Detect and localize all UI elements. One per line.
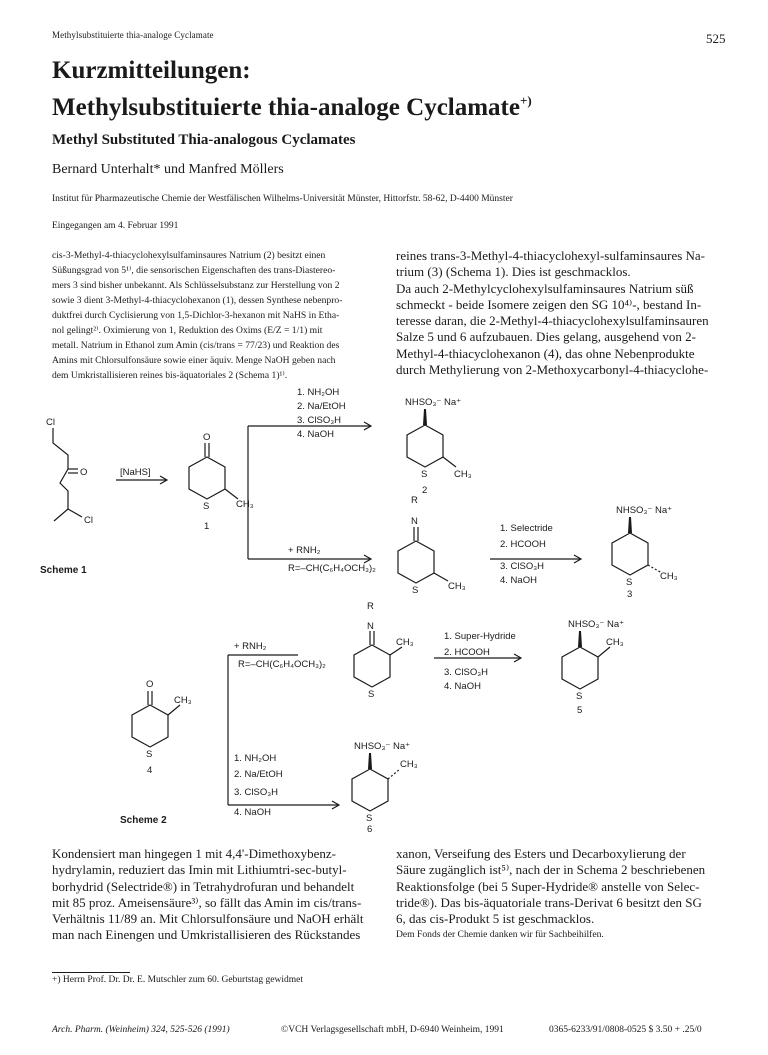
r-definition: R=–CH(C₆H₄OCH₃)₂ [238,659,326,670]
body-line: Da auch 2-Methylcyclohexylsulfaminsaures Natrium süß [396,280,694,296]
body-line: Methyl-4-thiacyclohexanon (4), das ohne Nebenprodukte [396,345,695,361]
nitrogen-label: N [367,621,374,632]
nitrogen-label: N [411,516,418,527]
reagent-step: 3. ClSO₃H [297,415,341,426]
abstract-line: nol gelingt²⁾. Oximierung von 1, Reduktion des Oxims (E/Z = 1/1) mit [52,325,323,336]
title-footnote-mark: +) [519,93,532,108]
body-line: xanon, Verseifung des Esters und Decarboxylierung der [396,846,686,861]
reagent-step: 1. Super-Hydride [444,631,516,642]
body-right-bottom [396,846,726,944]
compound-6-label: 6 [367,824,373,833]
body-line: schmeckt - beide Isomere zeigen den SG 10⁴⁾-, bestand In- [396,296,702,312]
abstract-line: cis-3-Methyl-4-thiacyclohexylsulfaminsaures Natrium (2) besitzt einen [52,250,326,261]
abstract-line: sowie 3 dient 3-Methyl-4-thiacyclohexanon (1), dessen Synthese nebenpro- [52,295,343,306]
chlorine-label: Cl [84,515,93,526]
oxygen-label: O [203,432,211,443]
section-title: Kurzmitteilungen: [52,57,251,84]
publisher-line: ©VCH Verlagsgesellschaft mbH, D-6940 Weinheim, 1991 [281,1025,504,1035]
body-line: man nach Einengen und Umkristallisieren des Rückstandes [52,927,361,943]
abstract-line: mers 3 sind bisher unbekannt. Als Schlüsselsubstanz zur Herstellung von 2 [52,280,340,291]
compound-3-label: 3 [627,589,633,600]
reagent-step: 4. NaOH [297,429,334,440]
reagent-step: 3. ClSO₃H [234,787,278,798]
reagent-step: 2. HCOOH [500,539,546,550]
r-label: R [411,495,418,506]
body-line: tride®). Das bis-äquatoriale trans-Derivat 6 besitzt den SG [396,894,702,910]
compound-1-label: 1 [204,521,210,532]
abstract-line: Süßungsgrad von 5¹⁾, die sensorischen Eigenschaften des trans-Diastereo- [52,265,336,276]
scheme-2-label: Scheme 2 [120,815,167,826]
reagent-step: 4. NaOH [500,575,537,586]
r-definition: R=–CH(C₆H₄OCH₃)₂ [288,563,376,574]
methyl-label: CH₃ [236,499,254,510]
sulfamate-group: NHSO₃⁻ Na⁺ [354,741,411,752]
chlorine-label: Cl [46,417,55,428]
oxygen-label: O [80,467,88,478]
body-line: Salze 5 und 6 aufzubauen. Dies gelang, ausgehend von 2- [396,329,696,345]
body-line: mit 85 proz. Ameisensäure³⁾, so fällt das Amin im cis/trans- [52,894,362,910]
reagent-step: 3. ClSO₃H [500,561,544,572]
sulfur-label: S [368,689,375,700]
body-left-bottom [52,846,382,944]
article-title-text: Methylsubstituierte thia-analoge Cyclamate [52,94,520,121]
methyl-label: CH₃ [174,695,192,706]
body-line: durch Methylierung von 2-Methoxycarbonyl-4-thiacyclohe- [396,362,709,378]
oxygen-label: O [146,679,154,690]
methyl-label: CH₃ [606,637,624,648]
methyl-label: CH₃ [400,759,418,770]
reagent-step: 4. NaOH [234,807,271,818]
reaction-schemes [20,383,756,833]
compound-4-label: 4 [147,765,153,776]
abstract-line: metall. Natrium in Ethanol zum Amin (cis/trans = 77/23) und Reaktion des [52,340,340,351]
methyl-label: CH₃ [660,571,678,582]
abstract [52,248,382,383]
abstract-line: dem Umkristallisieren reines bis-äquatoriales 2 (Schema 1)¹⁾. [52,370,288,381]
methyl-label: CH₃ [448,581,466,592]
amine-reagent: + RNH₂ [288,545,321,556]
methyl-label: CH₃ [454,469,472,480]
nahs-reagent: [NaHS] [120,467,151,478]
abstract-line: Amins mit Chlorsulfonsäure sowie einer äquiv. Menge NaOH geben nach [52,355,336,366]
body-line: borhydrid (Selectride®) in Tetrahydrofuran und behandelt [52,878,355,894]
body-line: 6, das cis-Produkt 5 ist geschmacklos. [396,911,595,927]
received-date: Eingegangen am 4. Februar 1991 [52,221,179,231]
sulfur-label: S [421,469,428,480]
sulfamate-group: NHSO₃⁻ Na⁺ [568,619,625,630]
reagent-step: 2. Na/EtOH [234,769,283,780]
body-line: reines trans-3-Methyl-4-thiacyclohexyl-sulfaminsaures Na- [396,248,706,263]
r-label: R [367,601,374,612]
journal-citation: Arch. Pharm. (Weinheim) 324, 525-526 (1991) [52,1025,230,1035]
article-code: 0365-6233/91/0808-0525 $ 3.50 + .25/0 [549,1025,702,1035]
sulfur-label: S [366,813,373,824]
body-line: hydrylamin, reduziert das Imin mit Lithiumtri-sec-butyl- [52,862,347,878]
body-line: Reaktionsfolge (bei 5 Super-Hydride® anstelle von Selec- [396,878,700,894]
body-line: teresse daran, die 2-Methyl-4-thiacyclohexylsulfaminsauren [396,313,709,329]
article-title [52,93,532,122]
sulfamate-group: NHSO₃⁻ Na⁺ [616,505,673,516]
body-line: Verhältnis 11/89 an. Mit Chlorsulfonsäure und NaOH erhält [52,911,364,927]
abstract-line: duktfrei durch Cyclisierung von 1,5-Dichlor-3-hexanon mit NaHS in Etha- [52,310,340,321]
reagent-step: 2. Na/EtOH [297,401,346,412]
page-number: 525 [706,31,726,46]
acknowledgement: Dem Fonds der Chemie danken wir für Sachbeihilfen. [396,929,604,941]
sulfur-label: S [146,749,153,760]
amine-reagent: + RNH₂ [234,641,267,652]
authors: Bernard Unterhalt* und Manfred Möllers [52,162,284,177]
compound-2-label: 2 [422,485,428,496]
footnote-divider [52,972,130,973]
reagent-step: 2. HCOOH [444,647,490,658]
body-line: Kondensiert man hingegen 1 mit 4,4'-Dimethoxybenz- [52,846,336,861]
running-head: Methylsubstituierte thia-analoge Cyclamate [52,30,214,40]
footnote: +) Herrn Prof. Dr. Dr. E. Mutschler zum 60. Geburtstag gewidmet [52,975,303,985]
body-right-top [396,248,726,378]
sulfur-label: S [626,577,633,588]
scheme-1-label: Scheme 1 [40,565,87,576]
reagent-step: 4. NaOH [444,681,481,692]
english-title: Methyl Substituted Thia-analogous Cyclamates [52,132,356,148]
compound-5-label: 5 [577,705,583,716]
reagent-step: 3. ClSO₃H [444,667,488,678]
reagent-step: 1. NH₂OH [297,387,340,398]
sulfur-label: S [576,691,583,702]
body-line: Säure zugänglich ist⁵⁾, nach der in Schema 2 beschriebenen [396,862,706,878]
sulfur-label: S [412,585,419,596]
reagent-step: 1. NH₂OH [234,753,277,764]
reagent-step: 1. Selectride [500,523,553,534]
methyl-label: CH₃ [396,637,414,648]
sulfamate-group: NHSO₃⁻ Na⁺ [405,397,462,408]
affiliation: Institut für Pharmazeutische Chemie der Westfälischen Wilhelms-Universität Münster, Hittorfstr. 58-62, D-4400 Münster [52,194,513,204]
sulfur-label: S [203,501,210,512]
body-line: trium (3) (Schema 1). Dies ist geschmacklos. [396,264,631,280]
